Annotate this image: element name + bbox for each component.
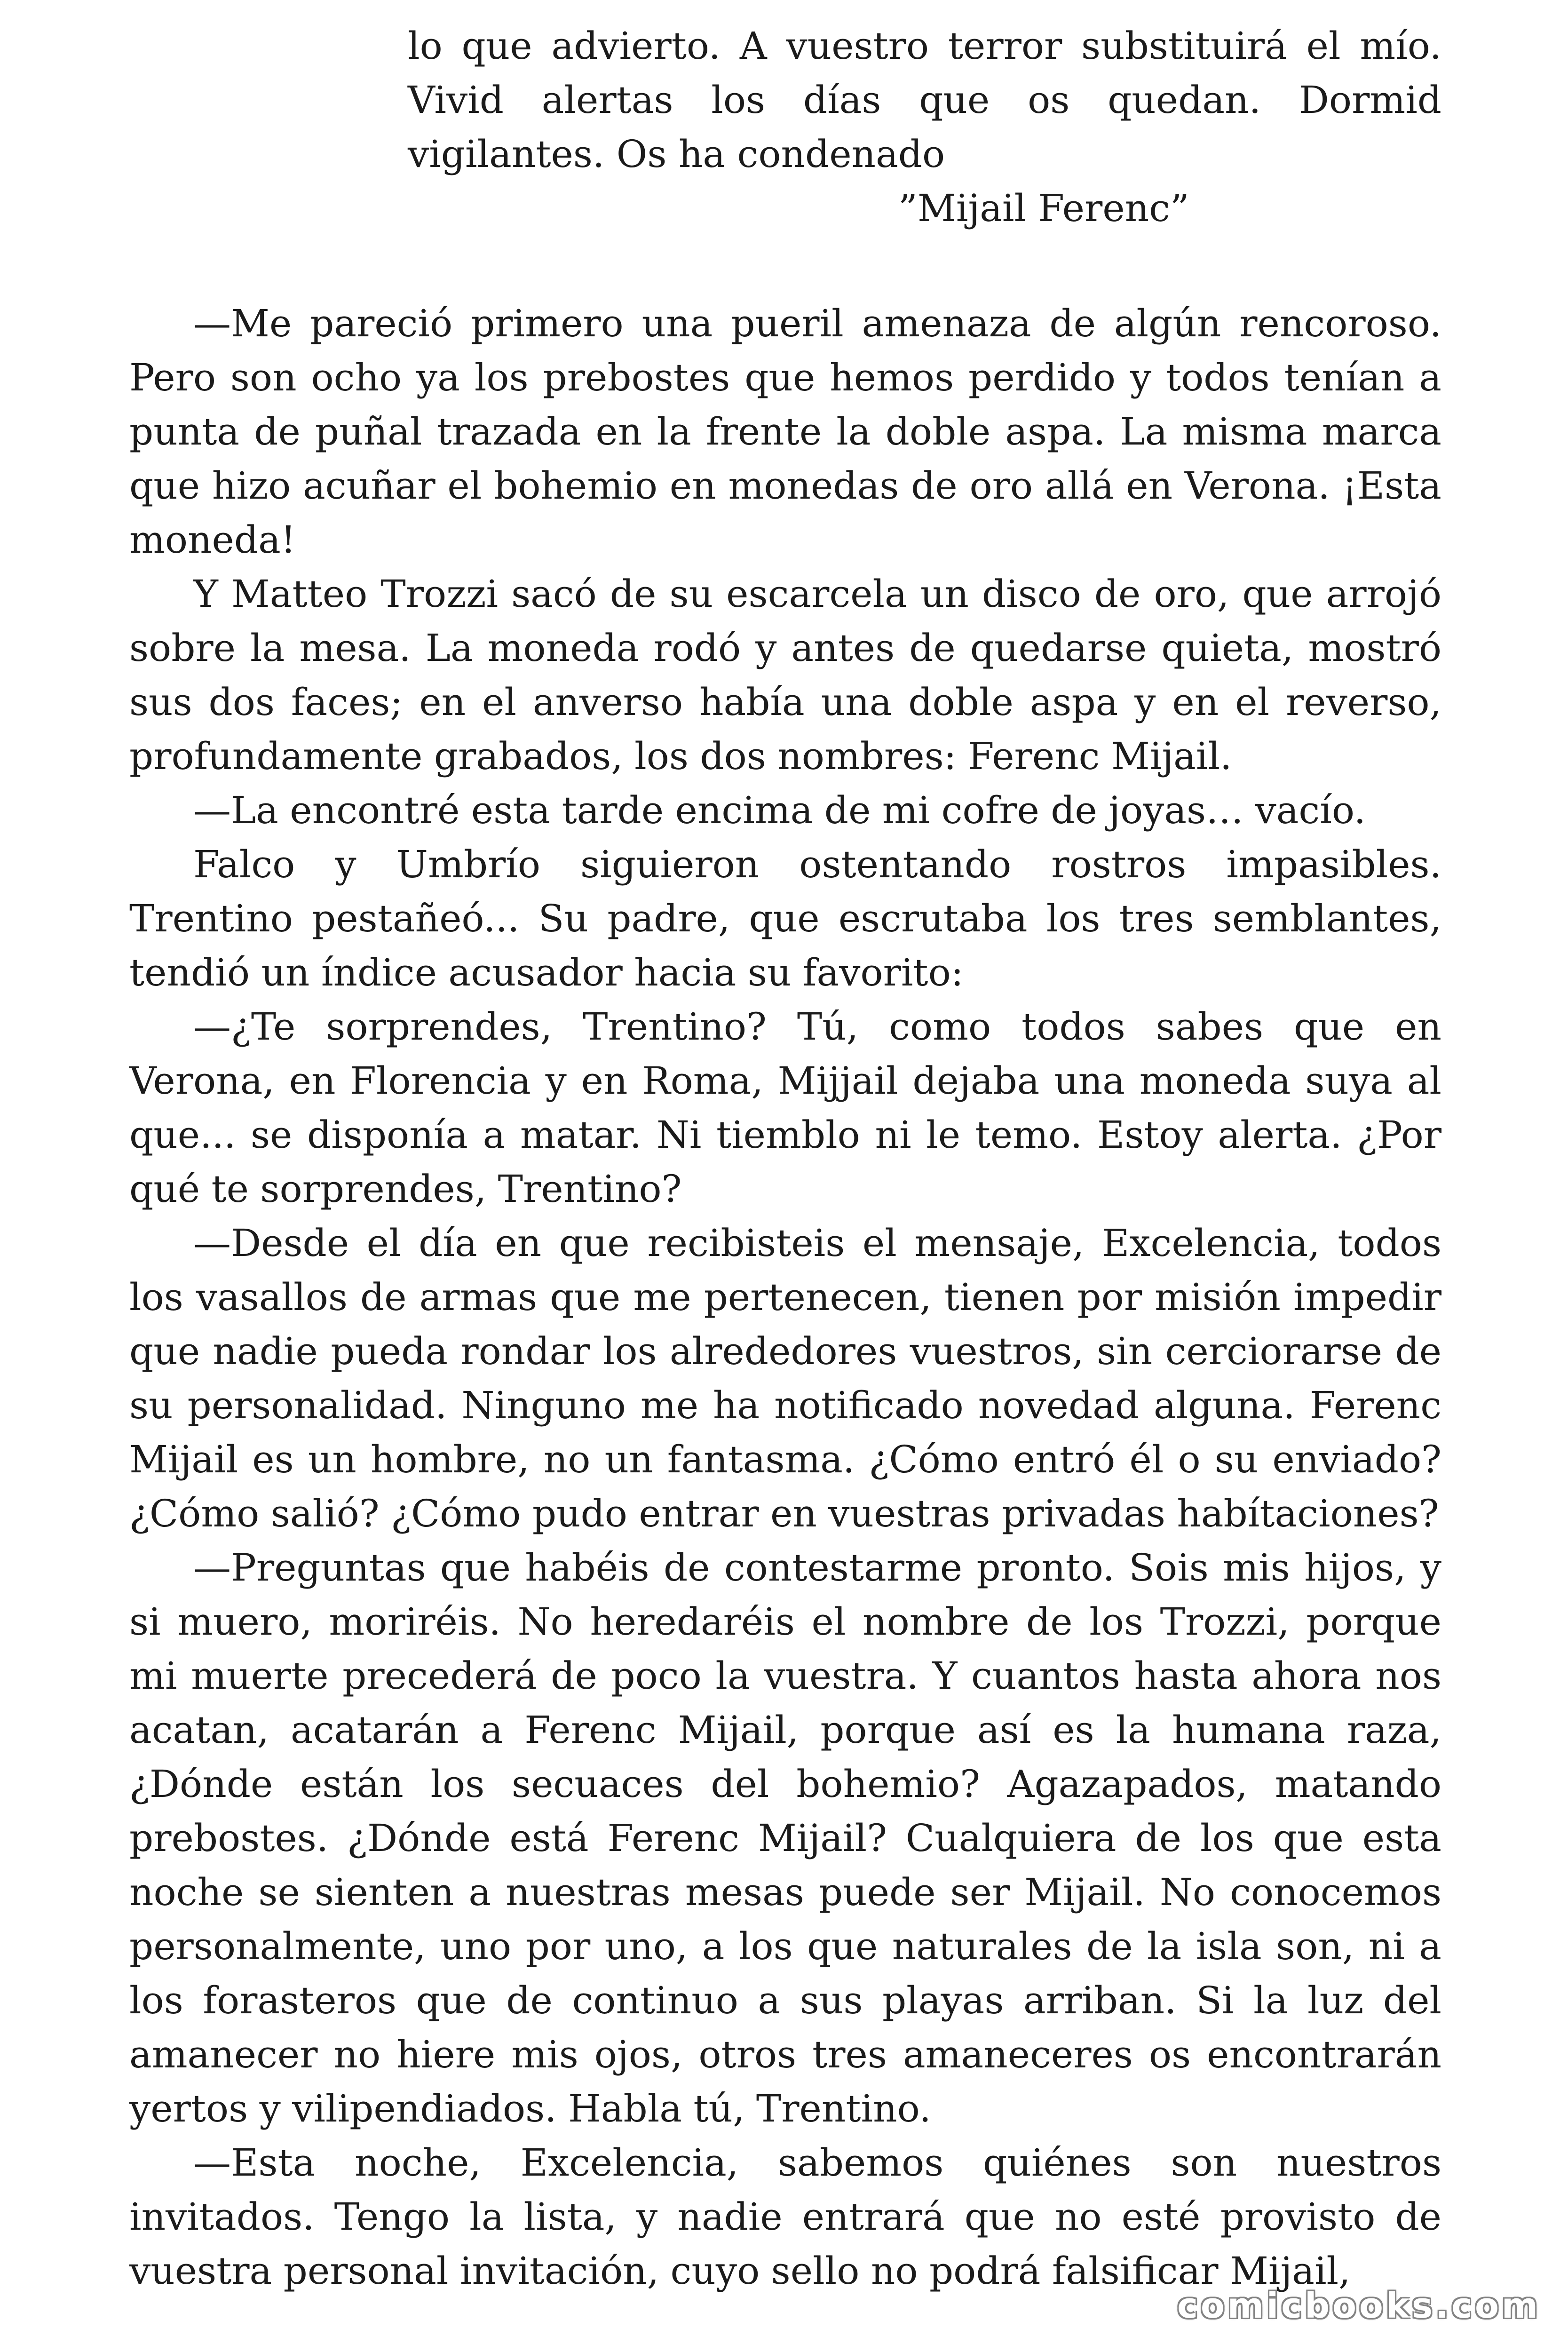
paragraph: —Esta noche, Excelencia, sabemos quiénes son nuestros invitados. Tengo la lista, y nadie entrará que no esté provisto de vuestra personal invitación, cuyo sello no podrá falsificar Mijail, bbox=[129, 2141, 1441, 2293]
paragraph: —Me pareció primero una pueril amenaza de algún rencoroso. Pero son ocho ya los prebostes que hemos perdido y todos tenían a punta de puñal trazada en la frente la doble aspa. La misma marca que hizo acuñar el bohemio en monedas de oro allá en Verona. ¡Esta moneda! bbox=[129, 302, 1441, 562]
paragraph: —¿Te sorprendes, Trentino? Tú, como todos sabes que en Verona, en Florencia y en Roma, Mijjail dejaba una moneda suya al que... se disponía a matar. Ni tiemblo ni le temo. Estoy alerta. ¿Por qué te sorprendes, Trentino? bbox=[129, 1005, 1441, 1211]
paragraph: Falco y Umbrío siguieron ostentando rostros impasibles. Trentino pestañeó... Su padre, que escrutaba los tres semblantes, tendió un índice acusador hacia su favorito: bbox=[129, 842, 1441, 994]
paragraph: —La encontré esta tarde encima de mi cofre de joyas… vacío. bbox=[193, 788, 1366, 832]
section-gap bbox=[129, 235, 1441, 296]
paragraph: —Desde el día en que recibisteis el mensaje, Excelencia, todos los vasallos de armas que me pertenecen, tienen por misión impedir que nadie pueda rondar los alrededores vuestros, sin cerciorarse de su personalidad. Ninguno me ha notificado novedad alguna. Ferenc Mijail es un hombre, no un fantasma. ¿Cómo entró él o su enviado? ¿Cómo salió? ¿Cómo pudo entrar en vuestras privadas habítaciones? bbox=[129, 1221, 1441, 1535]
paragraph: —Preguntas que habéis de contestarme pronto. Sois mis hijos, y si muero, moriréis. No heredaréis el nombre de los Trozzi, porque mi muerte precederá de poco la vuestra. Y cuantos hasta ahora nos acatan, acatarán a Ferenc Mijail, porque así es la humana raza, ¿Dónde están los secuaces del bohemio? Agazapados, matando prebostes. ¿Dónde está Ferenc Mijail? Cualquiera de los que esta noche se sienten a nuestras mesas puede ser Mijail. No conocemos personalmente, uno por uno, a los que naturales de la isla son, ni a los forasteros que de continuo a sus playas arriban. Si la luz del amanecer no hiere mis ojos, otros tres amaneceres os encontrarán yertos y vilipendiados. Habla tú, Trentino. bbox=[129, 1546, 1441, 2130]
letter-signature: ”Mijail Ferenc” bbox=[898, 186, 1189, 230]
site-watermark: comicbooks.com bbox=[1177, 2286, 1541, 2326]
paragraph: Y Matteo Trozzi sacó de su escarcela un disco de oro, que arrojó sobre la mesa. La moneda rodó y antes de quedarse quieta, mostró sus dos faces; en el anverso había una doble aspa y en el reverso, profundamente grabados, los dos nombres: Ferenc Mijail. bbox=[129, 572, 1441, 778]
letter-quote: lo que advierto. A vuestro terror substituirá el mío. Vivid alertas los días que os quedan. Dormid vigilantes. Os ha condenado bbox=[408, 24, 1441, 176]
text-column bbox=[129, 19, 1441, 2298]
